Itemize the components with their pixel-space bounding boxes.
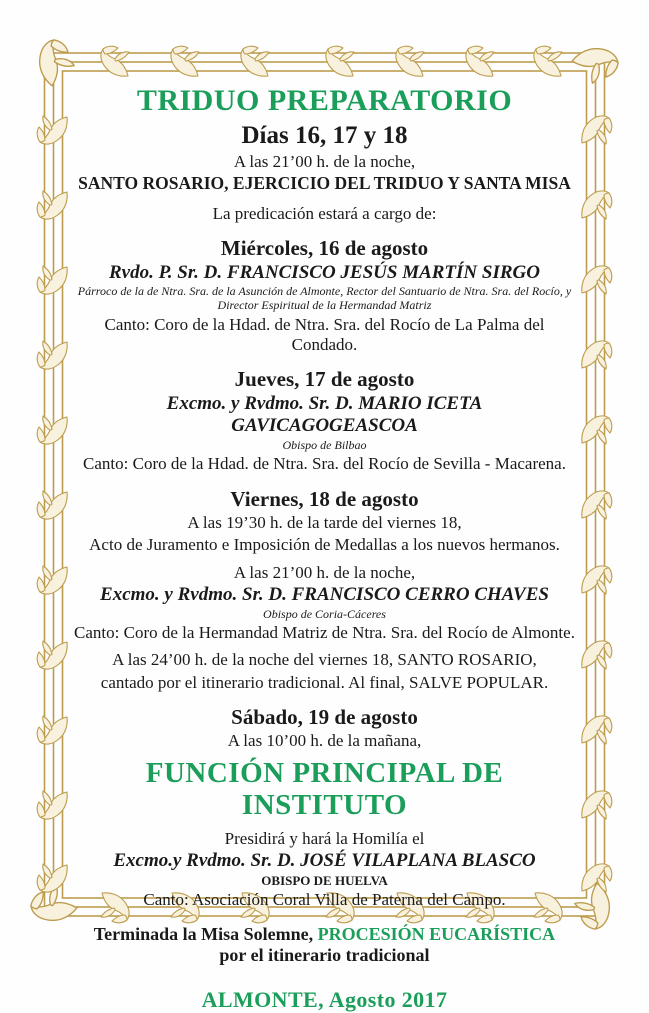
thursday-preacher-role: Obispo de Bilbao [282, 438, 367, 453]
saturday-time: A las 10’00 h. de la mañana, [227, 731, 422, 751]
closing-suffix: por el itinerario tradicional [219, 945, 430, 966]
friday-choir: Canto: Coro de la Hermandad Matriz de Ntra. Sra. del Rocío de Almonte. [74, 622, 575, 642]
intro-events: SANTO ROSARIO, EJERCICIO DEL TRIDUO Y SANTA MISA [78, 172, 571, 193]
friday-rosary-line2: cantado por el itinerario tradicional. Al final, SALVE POPULAR. [100, 672, 549, 692]
closing-line [72, 923, 577, 946]
thursday-choir: Canto: Coro de la Hdad. de Ntra. Sra. del Rocío de Sevilla - Macarena. [83, 454, 566, 474]
presider-role: OBISPO DE HUELVA [261, 872, 388, 888]
main-function-title: FUNCIÓN PRINCIPAL DE INSTITUTO [145, 756, 504, 822]
footer-place-date: ALMONTE, Agosto 2017 [201, 986, 448, 1012]
intro-note: La predicación estará a cargo de: [212, 203, 437, 223]
thursday-heading: Jueves, 17 de agosto [234, 367, 415, 392]
main-title: TRIDUO PREPARATORIO [136, 84, 513, 117]
presider-intro: Presidirá y hará la Homilía el [224, 828, 425, 848]
intro-time: A las 21’00 h. de la noche, [233, 151, 416, 171]
wednesday-preacher: Rvdo. P. Sr. D. FRANCISCO JESÚS MARTÍN SIRGO [109, 261, 540, 283]
wednesday-heading: Miércoles, 16 de agosto [220, 236, 429, 261]
wednesday-preacher-role-line2: Director Espiritual de la Hermandad Matriz [217, 298, 432, 313]
saturday-choir: Canto: Asociación Coral Villa de Paterna del Campo. [143, 890, 506, 910]
friday-rosary-line1: A las 24’00 h. de la noche del viernes 18, SANTO ROSARIO, [112, 650, 537, 670]
friday-mass-time: A las 21’00 h. de la noche, [233, 562, 416, 582]
closing-prefix: Terminada la Misa Solemne, [93, 923, 318, 944]
wednesday-choir: Canto: Coro de la Hdad. de Ntra. Sra. del Rocío de La Palma del Condado. [104, 314, 545, 355]
friday-act: Acto de Juramento e Imposición de Medallas a los nuevos hermanos. [89, 535, 560, 555]
friday-act-time: A las 19’30 h. de la tarde del viernes 18, [187, 512, 462, 532]
program-content [72, 84, 577, 1013]
days-subtitle: Días 16, 17 y 18 [241, 121, 408, 149]
friday-preacher-role: Obispo de Coria-Cáceres [263, 606, 386, 621]
closing-highlight: PROCESIÓN EUCARÍSTICA [317, 923, 556, 944]
friday-heading: Viernes, 18 de agosto [230, 486, 419, 511]
wednesday-preacher-role-line1: Párroco de la de Ntra. Sra. de la Asunción de Almonte, Rector del Santuario de Ntra. Sra. del Rocío, y [77, 284, 572, 299]
presider-name: Excmo.y Rvdmo. Sr. D. JOSÉ VILAPLANA BLASCO [113, 849, 536, 871]
friday-preacher: Excmo. y Rvdmo. Sr. D. FRANCISCO CERRO CHAVES [100, 584, 549, 605]
thursday-preacher: Excmo. y Rvdmo. Sr. D. MARIO ICETA GAVICAGOGEASCOA [166, 392, 483, 437]
saturday-heading: Sábado, 19 de agosto [231, 705, 418, 730]
